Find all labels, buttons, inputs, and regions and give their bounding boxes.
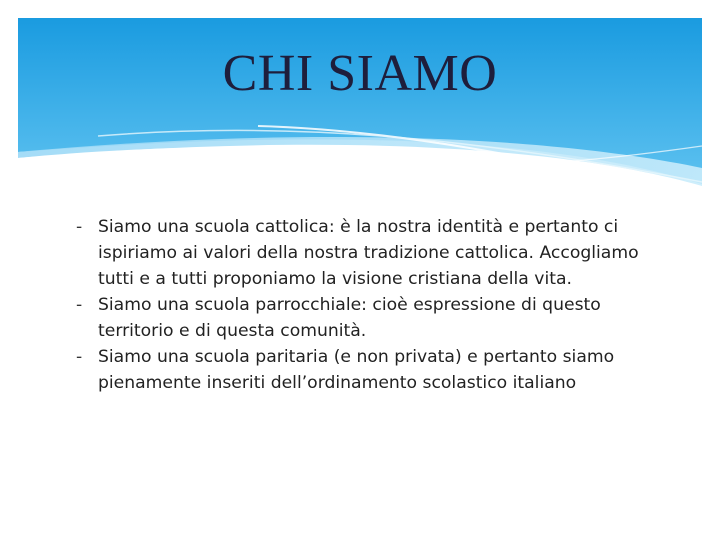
bullet-dash: - [76,295,83,315]
bullet-lead: Siamo una scuola cattolica [98,217,329,237]
bullet-text: : cioè espressione di questo territorio e di questa comunità. [98,295,601,341]
bullet-item [76,344,666,396]
bullet-dash: - [76,217,83,237]
bullet-text: (e non privata) e pertanto siamo pienamente inseriti dell’ordinamento scolastico italiano [98,347,615,393]
bullet-lead: Siamo una scuola parrocchiale [98,295,362,315]
bullet-item [76,292,666,344]
bullet-item [76,214,666,292]
content-body [76,214,666,396]
bullet-text: : è la nostra identità e pertanto ci ispiriamo ai valori della nostra tradizione cattolica. Accogliamo tutti e a tutti proponiamo la visione cristiana della vita. [98,217,639,289]
slide-title: CHI SIAMO [222,45,498,102]
bullet-lead: Siamo una scuola paritaria [98,347,329,367]
bullet-dash: - [76,347,83,367]
